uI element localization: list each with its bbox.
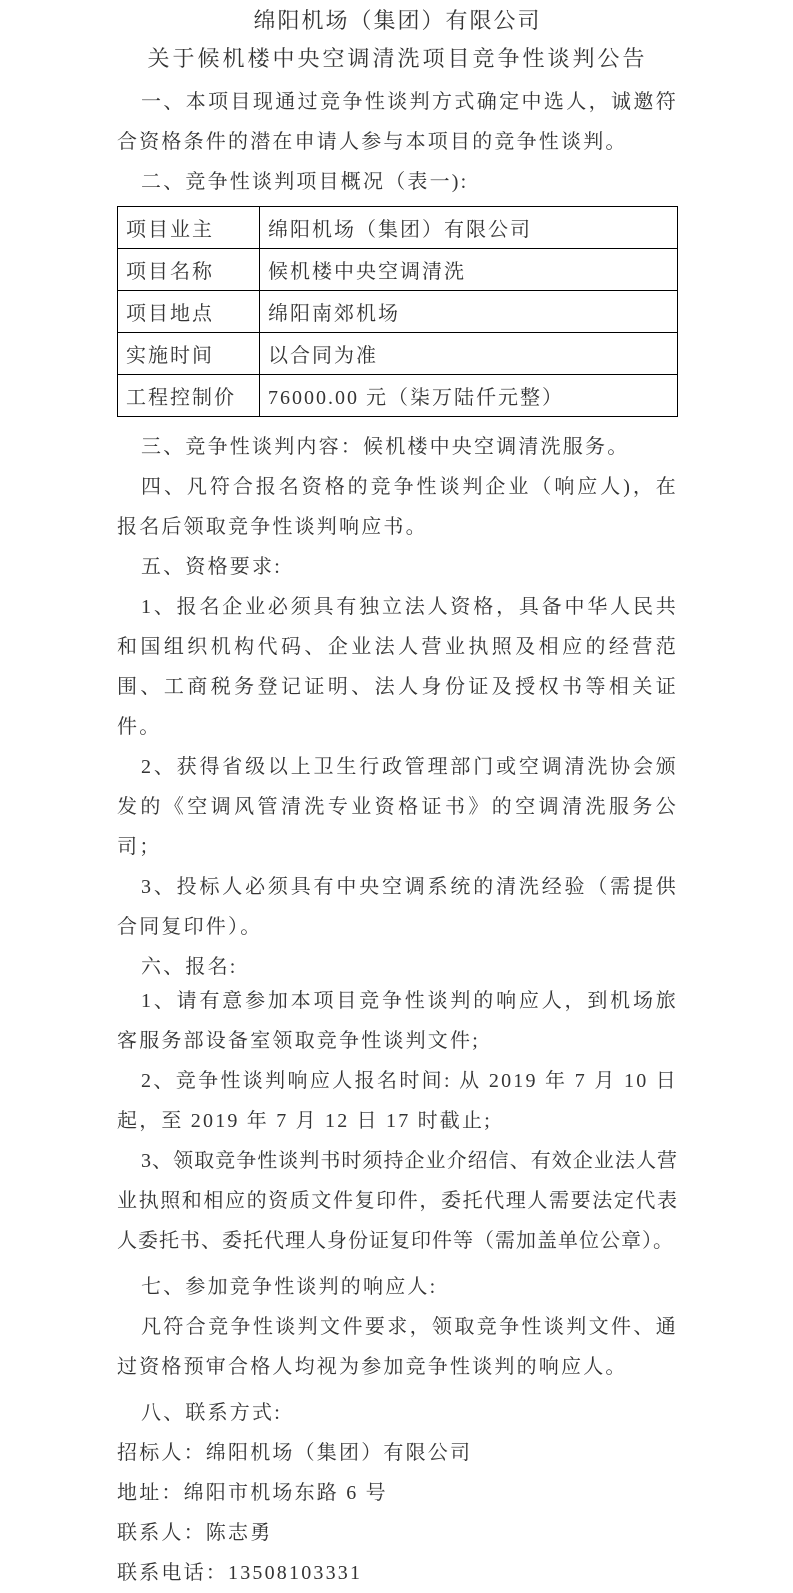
- contact-tenderer-line: 招标人：绵阳机场（集团）有限公司: [117, 1442, 473, 1464]
- table-row-location: [118, 291, 678, 333]
- table-row-project-name: [118, 249, 678, 291]
- paragraph-section-8: 八、联系方式:: [141, 1402, 282, 1424]
- table-value-control-price: 76000.00 元（柒万陆仟元整）: [260, 375, 678, 417]
- table-value-schedule: 以合同为准: [260, 333, 678, 375]
- table-row-schedule: [118, 333, 678, 375]
- paragraph-section-3: 三、竞争性谈判内容：候机楼中央空调清洗服务。: [141, 436, 630, 458]
- paragraph-section-1: 一、本项目现通过竞争性谈判方式确定中选人，诚邀符合资格条件的潜在申请人参与本项目的竞争性谈判。: [117, 91, 678, 153]
- table-label-control-price: 工程控制价: [118, 375, 260, 417]
- paragraph-section-2: 二、竞争性谈判项目概况（表一):: [141, 171, 469, 193]
- contact-person-line: 联系人：陈志勇: [117, 1522, 273, 1544]
- paragraph-section-6-item-1: 1、请有意参加本项目竞争性谈判的响应人，到机场旅客服务部设备室领取竞争性谈判文件;: [117, 990, 678, 1052]
- table-value-project-name: 候机楼中央空调清洗: [260, 249, 678, 291]
- paragraph-section-5-item-3: 3、投标人必须具有中央空调系统的清洗经验（需提供合同复印件）。: [117, 876, 678, 938]
- table-label-schedule: 实施时间: [118, 333, 260, 375]
- paragraph-section-4: 四、凡符合报名资格的竞争性谈判企业（响应人)，在报名后领取竞争性谈判响应书。: [117, 476, 678, 538]
- table-label-project-name: 项目名称: [118, 249, 260, 291]
- contact-address-line: 地址：绵阳市机场东路 6 号: [117, 1482, 388, 1504]
- contact-phone-line: 联系电话：13508103331: [117, 1562, 363, 1584]
- paragraph-section-6-item-3: 3、领取竞争性谈判书时须持企业介绍信、有效企业法人营业执照和相应的资质文件复印件，委托代理人需要法定代表人委托书、委托代理人身份证复印件等（需加盖单位公章）。: [117, 1150, 678, 1252]
- paragraph-section-5: 五、资格要求:: [141, 556, 282, 578]
- document-subtitle: 关于候机楼中央空调清洗项目竞争性谈判公告: [147, 46, 648, 71]
- table-value-owner: 绵阳机场（集团）有限公司: [260, 207, 678, 249]
- table-row-owner: [118, 207, 678, 249]
- table-row-control-price: [118, 375, 678, 417]
- paragraph-section-7: 七、参加竞争性谈判的响应人:: [141, 1276, 438, 1298]
- table-label-location: 项目地点: [118, 291, 260, 333]
- table-value-location: 绵阳南郊机场: [260, 291, 678, 333]
- project-overview-table: [117, 206, 678, 417]
- table-label-owner: 项目业主: [118, 207, 260, 249]
- document-title: 绵阳机场（集团）有限公司: [253, 8, 542, 33]
- paragraph-section-6-item-2: 2、竞争性谈判响应人报名时间: 从 2019 年 7 月 10 日起，至 2019 年 7 月 12 日 17 时截止;: [117, 1070, 678, 1132]
- project-overview-table-body: [118, 207, 678, 417]
- paragraph-section-5-item-2: 2、获得省级以上卫生行政管理部门或空调清洗协会颁发的《空调风管清洗专业资格证书》的空调清洗服务公司；: [117, 756, 678, 858]
- paragraph-section-5-item-1: 1、报名企业必须具有独立法人资格，具备中华人民共和国组织机构代码、企业法人营业执照及相应的经营范围、工商税务登记证明、法人身份证及授权书等相关证件。: [117, 596, 678, 738]
- paragraph-section-6: 六、报名:: [141, 956, 238, 978]
- paragraph-section-7-body: 凡符合竞争性谈判文件要求，领取竞争性谈判文件、通过资格预审合格人均视为参加竞争性谈判的响应人。: [117, 1316, 678, 1378]
